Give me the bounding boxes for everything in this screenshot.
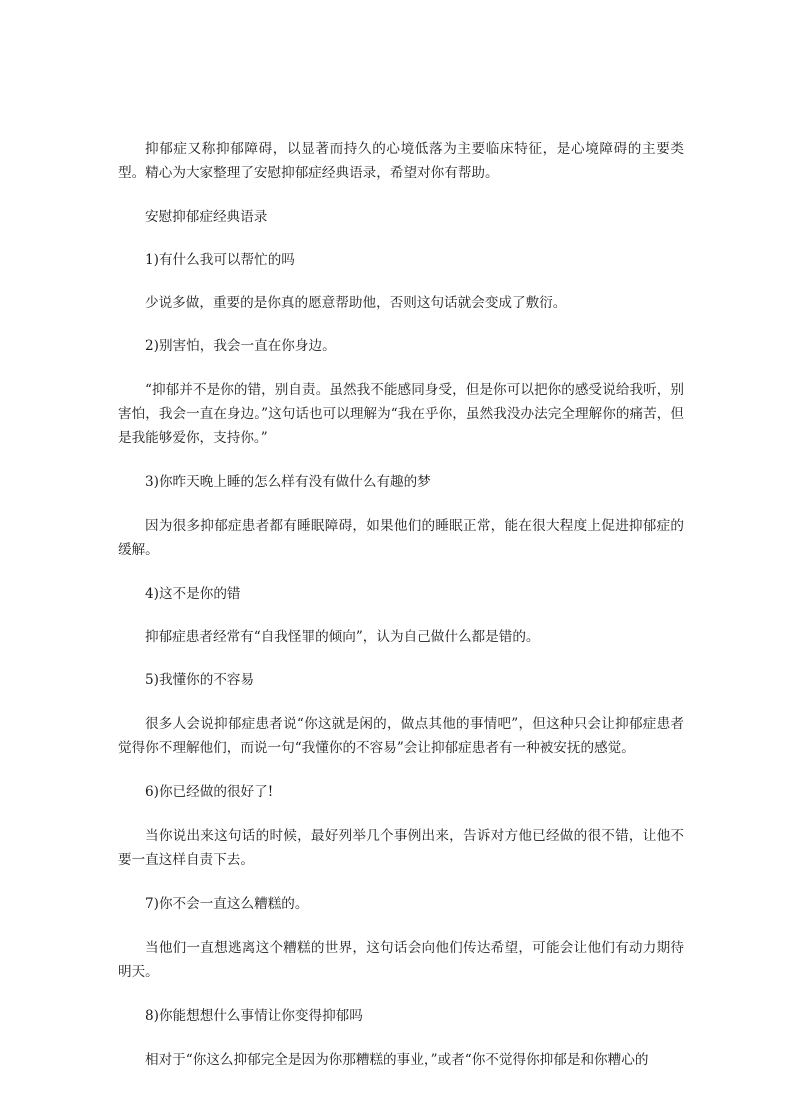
quote-heading-2: 2)别害怕，我会一直在你身边。 bbox=[145, 338, 336, 354]
quote-explanation-5: 很多人会说抑郁症患者说“你这就是闲的，做点其他的事情吧”，但这种只会让抑郁症患者觉得你不理解他们，而说一句“我懂你的不容易”会让抑郁症患者有一种被安抚的感觉。 bbox=[118, 716, 684, 756]
quote-heading-5: 5)我懂你的不容易 bbox=[145, 672, 255, 688]
quote-explanation-7: 当他们一直想逃离这个糟糕的世界，这句话会向他们传达希望，可能会让他们有动力期待明天。 bbox=[118, 940, 684, 980]
quote-heading-1: 1)有什么我可以帮忙的吗 bbox=[145, 252, 295, 268]
quote-heading-8: 8)你能想想什么事情让你变得抑郁吗 bbox=[145, 1008, 363, 1024]
quote-explanation-8: 相对于“你这么抑郁完全是因为你那糟糕的事业，”或者“你不觉得你抑郁是和你糟心的 bbox=[145, 1052, 649, 1068]
quote-heading-3: 3)你昨天晚上睡的怎么样有没有做什么有趣的梦 bbox=[145, 474, 431, 490]
quote-explanation-2: “抑郁并不是你的错，别自责。虽然我不能感同身受，但是你可以把你的感受说给我听，别害怕，我会一直在身边。”这句话也可以理解为“我在乎你，虽然我没办法完全理解你的痛苦，但是我能够爱你，支持你。” bbox=[118, 382, 684, 446]
quote-explanation-1: 少说多做，重要的是你真的愿意帮助他，否则这句话就会变成了敷衍。 bbox=[145, 295, 567, 311]
quote-explanation-4: 抑郁症患者经常有“自我怪罪的倾向”，认为自己做什么都是错的。 bbox=[145, 629, 540, 645]
document-body bbox=[118, 137, 684, 1092]
quote-heading-7: 7)你不会一直这么糟糕的。 bbox=[145, 896, 309, 912]
quote-explanation-3: 因为很多抑郁症患者都有睡眠障碍，如果他们的睡眠正常，能在很大程度上促进抑郁症的缓解。 bbox=[118, 518, 684, 558]
quote-explanation-6: 当你说出来这句话的时候，最好列举几个事例出来，告诉对方他已经做的很不错，让他不要一直这样自责下去。 bbox=[118, 828, 684, 868]
section-title: 安慰抑郁症经典语录 bbox=[145, 209, 268, 225]
quote-heading-4: 4)这不是你的错 bbox=[145, 586, 241, 602]
quote-heading-6: 6)你已经做的很好了! bbox=[145, 784, 274, 800]
intro-paragraph: 抑郁症又称抑郁障碍，以显著而持久的心境低落为主要临床特征，是心境障碍的主要类型。精心为大家整理了安慰抑郁症经典语录，希望对你有帮助。 bbox=[118, 141, 684, 181]
